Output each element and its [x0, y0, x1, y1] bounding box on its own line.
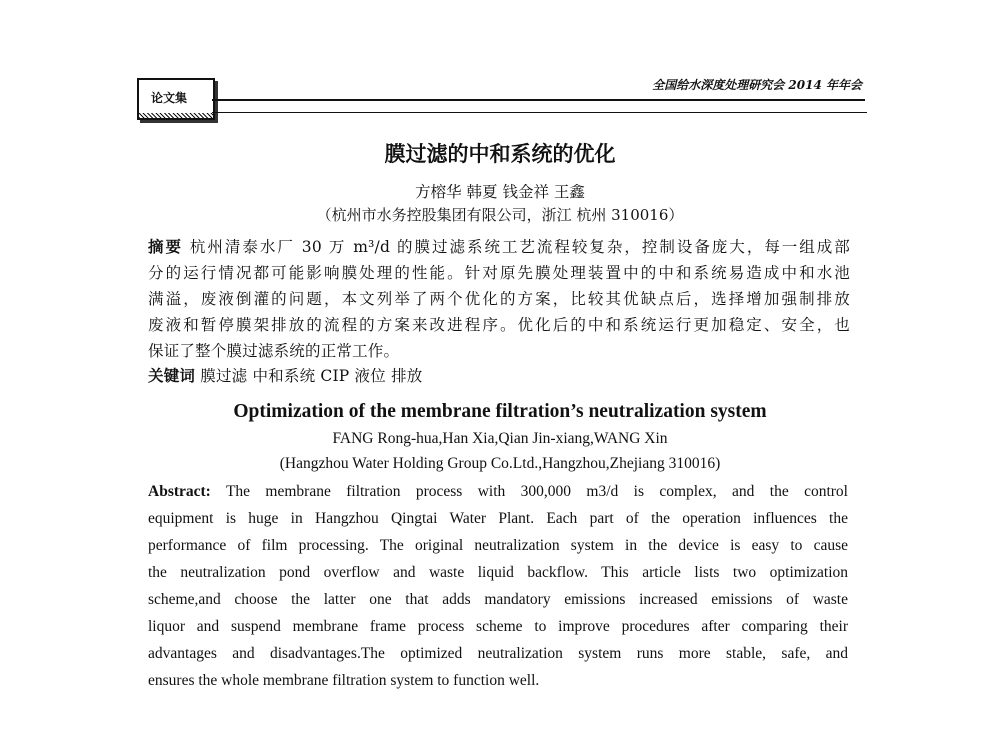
zh-keywords-label: 关键词	[148, 366, 196, 385]
hatch-decoration	[139, 113, 213, 118]
en-abstract-line: performance of film processing. The original neutralization system in the device is easy to cause	[148, 537, 848, 554]
section-label: 论文集	[151, 91, 188, 105]
header-rule-bottom	[212, 112, 867, 113]
zh-authors: 方榕华 韩夏 钱金祥 王鑫	[415, 183, 585, 201]
zh-abstract-line: 摘要 杭州清泰水厂 30 万 m³/d 的膜过滤系统工艺流程较复杂，控制设备庞大，每一组成部	[148, 237, 850, 256]
en-abstract-line: scheme,and choose the latter one that adds mandatory emissions increased emissions of waste	[148, 591, 848, 608]
zh-abstract-line: 分的运行情况都可能影响膜处理的性能。针对原先膜处理装置中的中和系统易造成中和水池	[148, 264, 850, 282]
en-abstract-line: liquor and suspend membrane frame process scheme to improve procedures after comparing their	[148, 618, 848, 635]
en-title: Optimization of the membrane filtration’s neutralization system	[233, 401, 767, 422]
header-rule-top	[212, 99, 865, 101]
zh-abstract-line: 满溢，废液倒灌的问题，本文列举了两个优化的方案，比较其优缺点后，选择增加强制排放	[148, 290, 850, 308]
en-abstract-line: ensures the whole membrane filtration system to function well.	[148, 672, 540, 689]
zh-abstract-line: 废液和暂停膜架排放的流程的方案来改进程序。优化后的中和系统运行更加稳定、安全，也	[148, 316, 850, 334]
en-authors: FANG Rong-hua,Han Xia,Qian Jin-xiang,WANG Xin	[332, 430, 668, 447]
en-abstract-line: equipment is huge in Hangzhou Qingtai Water Plant. Each part of the operation influences the	[148, 510, 848, 527]
zh-affiliation: （杭州市水务控股集团有限公司，浙江 杭州 310016）	[316, 206, 684, 224]
en-abstract-line: advantages and disadvantages.The optimized neutralization system runs more stable, safe, and	[148, 645, 848, 662]
conference-name: 全国给水深度处理研究会 2014 年年会	[652, 78, 862, 92]
zh-title: 膜过滤的中和系统的优化	[384, 141, 616, 166]
zh-abstract-line: 保证了整个膜过滤系统的正常工作。	[148, 342, 400, 360]
en-abstract-line: the neutralization pond overflow and waste liquid backflow. This article lists two optimization	[148, 564, 848, 581]
section-label-box	[137, 78, 215, 120]
en-affiliation: (Hangzhou Water Holding Group Co.Ltd.,Hangzhou,Zhejiang 310016)	[279, 455, 721, 472]
en-abstract-label: Abstract:	[148, 483, 211, 500]
en-abstract-line: Abstract: The membrane filtration process with 300,000 m3/d is complex, and the control	[148, 483, 848, 500]
zh-keywords: 关键词 膜过滤 中和系统 CIP 液位 排放	[148, 366, 423, 385]
zh-abstract-label: 摘要	[148, 237, 183, 256]
